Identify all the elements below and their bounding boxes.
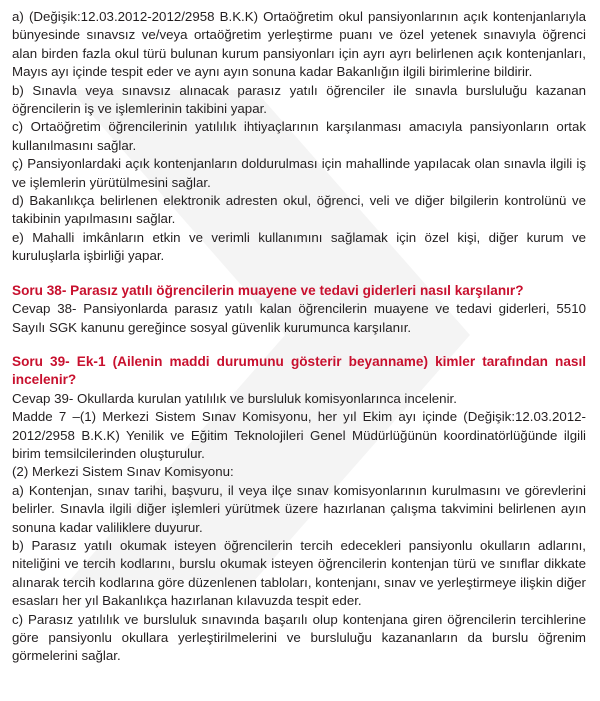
- question-39: Soru 39- Ek-1 (Ailenin maddi durumunu gösterir beyanname) kimler tarafından nasıl incelenir?: [12, 353, 586, 388]
- item-b: b) Sınavla veya sınavsız alınacak parasız yatılı öğrenciler ile sınavla bursluluğu kazanan öğrencilerin iş ve işlemlerinin takibini yapar.: [12, 82, 586, 117]
- item-d: d) Bakanlıkça belirlenen elektronik adresten okul, öğrenci, veli ve diğer bilgilerin kontrolünü ve takibinin yapılmasını sağlar.: [12, 193, 586, 227]
- item-a: a) (Değişik:12.03.2012-2012/2958 B.K.K) Ortaöğretim okul pansiyonlarının açık kontenjanlarıyla bünyesinde sınavsız ve/veya ortaöğretim yerleştirme puanı ve özel yetenek sınavıyla öğrenci alan birden fazla okul türü bulunan kurum pansiyonları için ayrı ayrı belirlenen açık kontenjanları, Mayıs ayı içinde tespit eder ve aynı ayın sonuna kadar Bakanlığın ilgili birimlerine bildirir.: [12, 9, 586, 80]
- q39-item-b: b) Parasız yatılı okumak isteyen öğrencilerin tercih edecekleri pansiyonlu okulların adlarını, niteliğini ve tercih kodlarını, burslu okumak isteyen öğrencilerin kontenjan türü ve sınıflar dikkate alınarak tercih kodlarına göre düzenlenen tabloları, kontenjanı, sınav ve yerleştirmeye ilişkin diğer esasları her yıl Bakanlıkça hazırlanan kılavuzda tespit eder.: [12, 537, 586, 609]
- question-38: Soru 38- Parasız yatılı öğrencilerin muayene ve tedavi giderleri nasıl karşılanır?: [12, 282, 524, 298]
- answer-39: Cevap 39- Okullarda kurulan yatılılık ve bursluluk komisyonlarınca incelenir.: [12, 390, 457, 406]
- answer-38: Cevap 38- Pansiyonlarda parasız yatılı kalan öğrencilerin muayene ve tedavi giderleri, 5510 Sayılı SGK kanunu gereğince sosyal güvenlik kurumunca karşılanır.: [12, 301, 586, 335]
- item-c: c) Ortaöğretim öğrencilerinin yatılılık ihtiyaçlarının karşılanması amacıyla pansiyonların ortak kullanılmasını sağlar.: [12, 119, 586, 153]
- q39-item-c: c) Parasız yatılılık ve bursluluk sınavında başarılı olup kontenjana giren öğrencilerin tercihlerine göre pansiyonlu okullara yerleştirilmelerini ve bursluluğu kazananların da burslu öğrenim görmelerini sağlar.: [12, 611, 586, 664]
- sub-heading: (2) Merkezi Sistem Sınav Komisyonu:: [12, 464, 234, 480]
- q39-item-a: a) Kontenjan, sınav tarihi, başvuru, il veya ilçe sınav komisyonlarının kurulmasını ve görevlerini belirler. Sınavla ilgili diğer işlemleri yürütmek üzere hazırlanan çalışma takvimini belirlenen ayın sonuna kadar valiliklere duyurur.: [12, 482, 586, 535]
- document-content: [12, 8, 586, 666]
- item-e: e) Mahalli imkânların etkin ve verimli kullanımını sağlamak için özel kişi, diğer kurum ve kuruluşlarla işbirliği yapar.: [12, 229, 586, 264]
- item-cc: ç) Pansiyonlardaki açık kontenjanların doldurulması için mahallinde yapılacak olan sınavla ilgili iş ve işlemlerin yürütülmesini sağlar.: [12, 156, 586, 190]
- article-7: Madde 7 –(1) Merkezi Sistem Sınav Komisyonu, her yıl Ekim ayı içinde (Değişik:12.03.2012-2012/2958 B.K.K) Yenilik ve Eğitim Teknolojileri Genel Müdürlüğünün koordinatörlüğünde ilgili birim temsilcilerinden oluşturulur.: [12, 409, 586, 461]
